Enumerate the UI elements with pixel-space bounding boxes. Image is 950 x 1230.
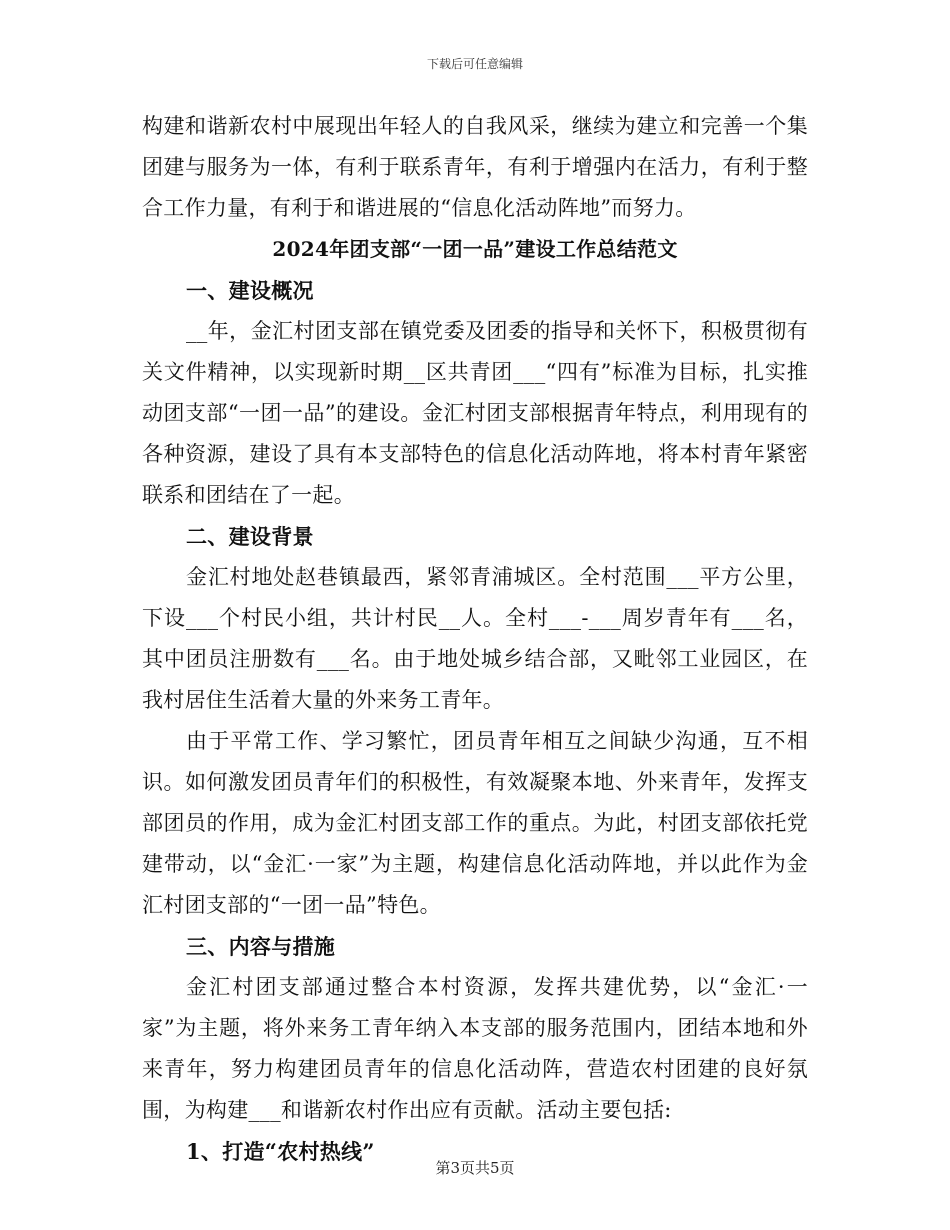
document-body <box>142 106 808 1172</box>
subheading-rural-hotline: 1、打造“农村热线” <box>186 1139 375 1164</box>
section-heading-overview: 一、建设概况 <box>186 278 314 303</box>
section-heading-background: 二、建设背景 <box>186 524 314 549</box>
document-title: 2024年团支部“一团一品”建设工作总结范文 <box>272 237 678 261</box>
intro-paragraph: 构建和谐新农村中展现出年轻人的自我风采，继续为建立和完善一个集团建与服务为一体，有利于联系青年，有利于增强内在活力，有利于整合工作力量，有利于和谐进展的“信息化活动阵地”而努力。 <box>142 114 808 220</box>
measures-paragraph: 金汇村团支部通过整合本村资源，发挥共建优势，以“金汇·一家”为主题，将外来务工青年纳入本支部的服务范围内，团结本地和外来青年，努力构建团员青年的信息化活动阵，营造农村团建的良好氛围，为构建___和谐新农村作出应有贡献。活动主要包括: <box>142 975 808 1122</box>
background-paragraph-2: 由于平常工作、学习繁忙，团员青年相互之间缺少沟通，互不相识。如何激发团员青年们的积极性，有效凝聚本地、外来青年，发挥支部团员的作用，成为金汇村团支部工作的重点。为此，村团支部依托党建带动，以“金汇·一家”为主题，构建信息化活动阵地，并以此作为金汇村团支部的“一团一品”特色。 <box>142 729 808 917</box>
overview-paragraph: __年，金汇村团支部在镇党委及团委的指导和关怀下，积极贯彻有关文件精神，以实现新时期__区共青团___“四有”标准为目标，扎实推动团支部“一团一品”的建设。金汇村团支部根据青年特点，利用现有的各种资源，建设了具有本支部特色的信息化活动阵地，将本村青年紧密联系和团结在了一起。 <box>142 319 808 507</box>
page-number: 第3页共5页 <box>435 1159 515 1177</box>
header-note: 下载后可任意编辑 <box>426 57 523 71</box>
section-heading-measures: 三、内容与措施 <box>186 934 336 959</box>
background-paragraph-1: 金汇村地处赵巷镇最西，紧邻青浦城区。全村范围___平方公里，下设___个村民小组，共计村民__人。全村___-___周岁青年有___名，其中团员注册数有___名。由于地处城乡结合部，又毗邻工业园区，在我村居住生活着大量的外来务工青年。 <box>142 565 808 712</box>
